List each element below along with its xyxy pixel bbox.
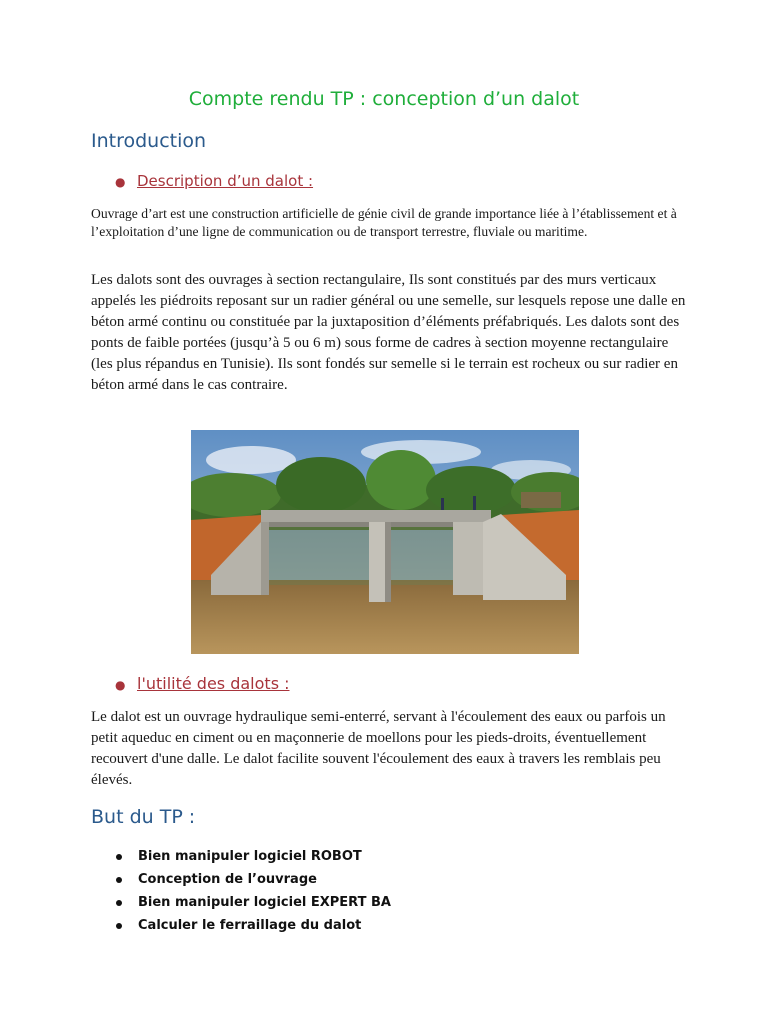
introduction-heading: Introduction <box>91 130 207 152</box>
utility-bullet <box>115 674 290 693</box>
bullet-icon <box>116 923 122 929</box>
bullet-icon <box>116 877 122 883</box>
goal-text: Conception de l’ouvrage <box>138 872 317 887</box>
bridge-image <box>191 430 579 654</box>
description-heading: Description d’un dalot : <box>137 172 314 190</box>
goals-heading: But du TP : <box>91 806 196 828</box>
paragraph-definition: Ouvrage d’art est une construction artificielle de génie civil de grande importance liée à l’établissement et à l’exploitation d’une ligne de communication ou de transport terrestre, fluviale ou maritime. <box>91 206 677 239</box>
document-title: Compte rendu TP : conception d’un dalot <box>188 88 580 110</box>
list-item <box>116 868 391 891</box>
goal-text: Calculer le ferraillage du dalot <box>138 918 362 933</box>
list-item <box>116 914 391 937</box>
dalot-photo <box>191 430 579 654</box>
paragraph-utility: Le dalot est un ouvrage hydraulique semi-enterré, servant à l'écoulement des eaux ou parfois un petit aqueduc en ciment ou en maçonnerie de moellons pour les pieds-droits, éventuellement recouvert d'une dalle. Le dalot facilite souvent l'écoulement des eaux à travers les remblais peu élevés. <box>91 709 666 788</box>
list-item <box>116 845 391 868</box>
paragraph-description: Les dalots sont des ouvrages à section rectangulaire, Ils sont constitués par des murs verticaux appelés les piédroits reposant sur un radier général ou une semelle, sur lesquels repose une dalle en béton armé continu ou constituée par la juxtaposition d’éléments préfabriqués. Les dalots sont des ponts de faible portées (jusqu’à 5 ou 6 m) sous forme de cadres à section moyenne rectangulaire (les plus répandus en Tunisie). Ils sont fondés sur semelle si le terrain est rocheux ou sur radier en béton armé dans le cas contraire. <box>91 272 686 393</box>
utility-heading: l'utilité des dalots : <box>137 674 290 693</box>
goals-list <box>116 845 391 937</box>
goal-text: Bien manipuler logiciel ROBOT <box>138 849 362 864</box>
goal-text: Bien manipuler logiciel EXPERT BA <box>138 895 391 910</box>
bullet-icon: ● <box>115 175 126 189</box>
bullet-icon <box>116 900 122 906</box>
bullet-icon: ● <box>115 678 126 692</box>
bullet-icon <box>116 854 122 860</box>
list-item <box>116 891 391 914</box>
description-bullet <box>115 172 313 190</box>
